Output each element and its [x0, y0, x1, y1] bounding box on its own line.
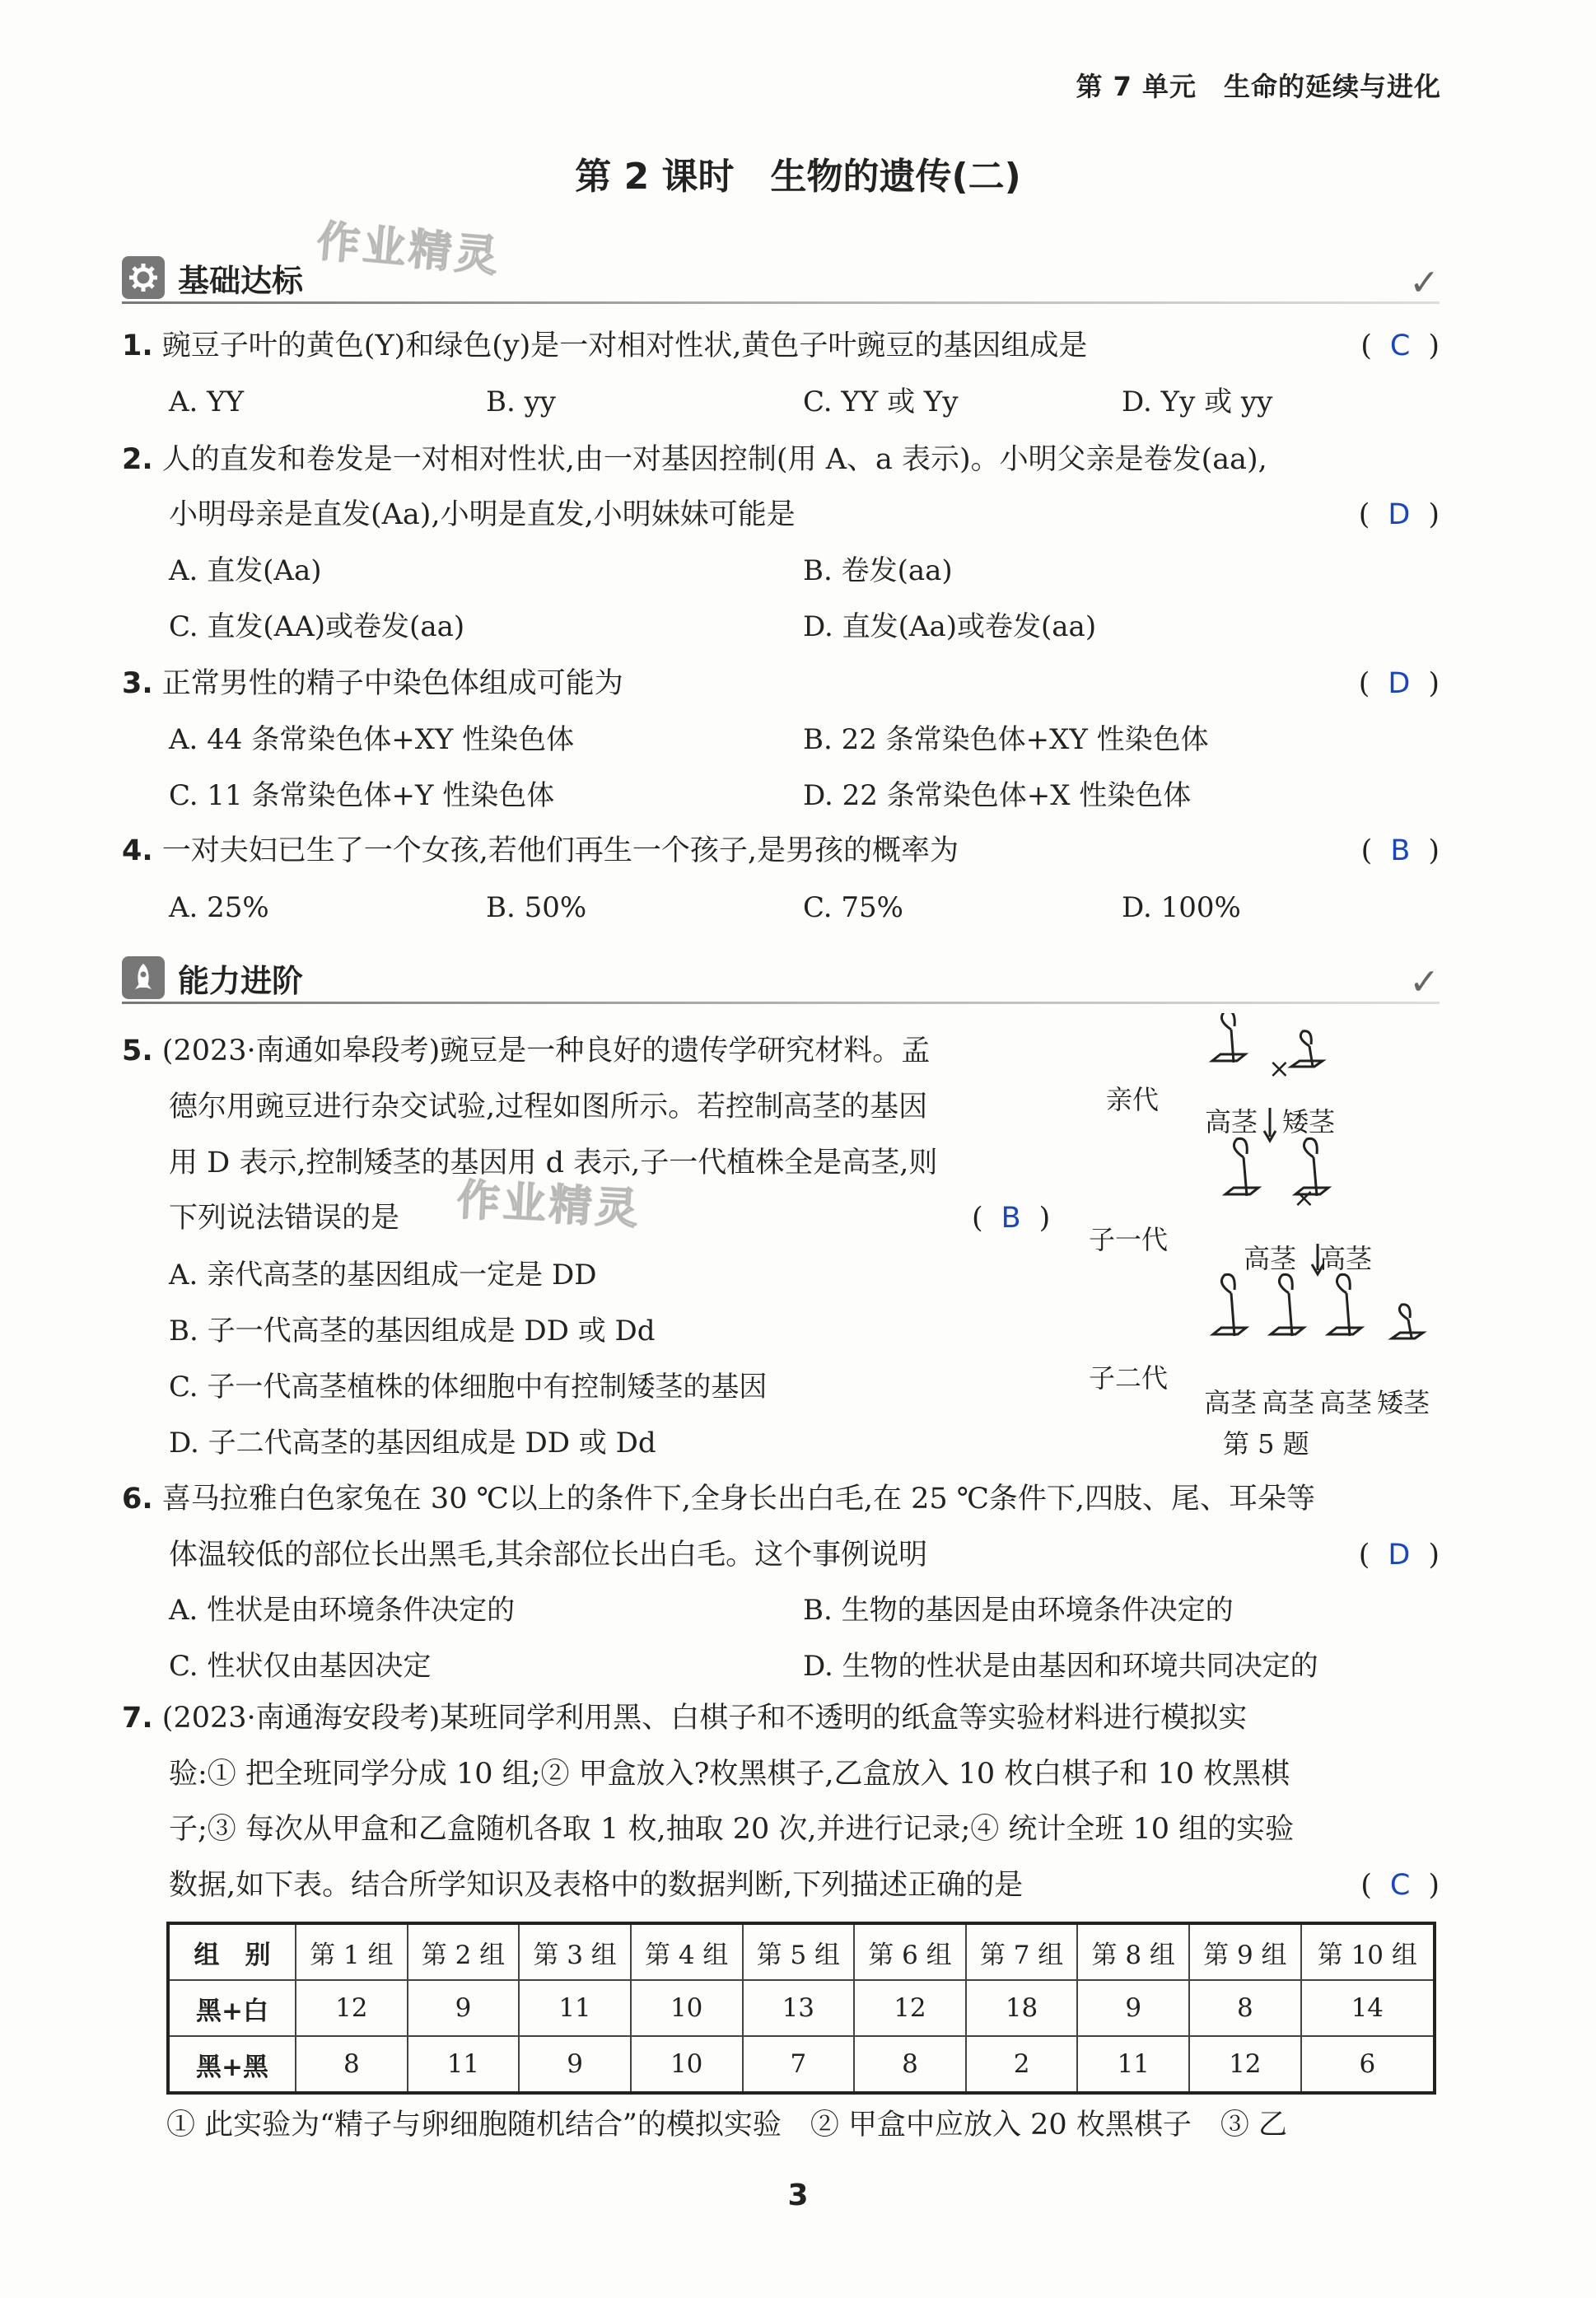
check-icon: ✓	[1409, 961, 1440, 1003]
option: C. 直发(AA)或卷发(aa)	[169, 610, 465, 643]
option: B. 生物的基因是由环境条件决定的	[803, 1594, 1234, 1627]
divider	[122, 301, 1440, 304]
option: A. 亲代高茎的基因组成一定是 DD	[169, 1259, 597, 1291]
table-cell: 9	[408, 1980, 520, 2036]
table-cell: 6	[1301, 2036, 1435, 2093]
rocket-icon	[122, 956, 165, 999]
answer-bracket: ( B )	[972, 1202, 1051, 1235]
table-header-row	[168, 1923, 1435, 1980]
question-6: 6. 喜马拉雅白色家兔在 30 ℃以上的条件下,全身长出白毛,在 25 ℃条件下,四肢、尾、耳朵等	[122, 1483, 1316, 1516]
answer-bracket: ( C )	[1360, 1869, 1440, 1902]
watermark: 作业精灵	[455, 1175, 643, 1235]
option: B. 子一代高茎的基因组成是 DD 或 Dd	[169, 1315, 656, 1348]
table-cell: 13	[743, 1980, 855, 2036]
section-basic	[122, 251, 303, 304]
cross-symbol: ×	[1293, 1182, 1315, 1213]
question-1: 1. 豌豆子叶的黄色(Y)和绿色(y)是一对相对性状,黄色子叶豌豆的基因组成是	[122, 329, 1088, 362]
option: A. 44 条常染色体+XY 性染色体	[169, 723, 575, 756]
answer: C	[1389, 1869, 1411, 1902]
label-f1: 子一代	[1089, 1224, 1169, 1255]
data-table	[166, 1922, 1436, 2095]
table-cell: 8	[1189, 1980, 1301, 2036]
watermark: 作业精灵	[315, 217, 503, 283]
table-cell: 第 6 组	[854, 1923, 966, 1980]
question-line: 德尔用豌豆进行杂交试验,过程如图所示。若控制高茎的基因	[169, 1091, 928, 1123]
label-tall: 高茎	[1244, 1243, 1297, 1274]
table-cell: 10	[631, 1980, 743, 2036]
table-cell: 11	[519, 1980, 631, 2036]
cross-diagram	[1079, 1013, 1458, 1474]
option: B. 卷发(aa)	[803, 554, 953, 587]
answer: C	[1389, 329, 1411, 362]
table-cell: 10	[631, 2036, 743, 2093]
table-cell: 第 10 组	[1301, 1923, 1435, 1980]
question-line: 用 D 表示,控制矮茎的基因用 d 表示,子一代植株全是高茎,则	[169, 1147, 938, 1179]
table-cell: 第 1 组	[296, 1923, 408, 1980]
question-3: 3. 正常男性的精子中染色体组成可能为	[122, 667, 623, 700]
section-title: 基础达标	[178, 262, 304, 299]
question-7: 7. (2023·南通海安段考)某班同学利用黑、白棋子和不透明的纸盒等实验材料进行模拟实	[122, 1702, 1248, 1735]
option: D. Yy 或 yy	[1122, 385, 1273, 418]
table-cell: 组 别	[168, 1923, 296, 1980]
table-cell: 18	[966, 1980, 1078, 2036]
answer-bracket: ( D )	[1358, 667, 1440, 700]
question-5: 5. (2023·南通如皋段考)豌豆是一种良好的遗传学研究材料。孟	[122, 1035, 931, 1067]
label-tall: 高茎	[1319, 1243, 1373, 1274]
divider	[122, 1002, 1440, 1004]
label-parent: 亲代	[1106, 1084, 1160, 1115]
answer: D	[1388, 667, 1411, 700]
table-cell: 第 3 组	[519, 1923, 631, 1980]
section-advanced	[122, 951, 303, 1004]
table-cell: 黑+白	[168, 1980, 296, 2036]
option: A. 直发(Aa)	[169, 554, 322, 587]
table-cell: 11	[408, 2036, 520, 2093]
option: C. 子一代高茎植株的体细胞中有控制矮茎的基因	[169, 1371, 768, 1404]
option: A. 25%	[169, 891, 269, 924]
chapter-header: 第 7 单元 生命的延续与进化	[1076, 71, 1441, 102]
table-row	[168, 2036, 1435, 2093]
table-cell: 第 2 组	[408, 1923, 520, 1980]
question-line: 小明母亲是直发(Aa),小明是直发,小明妹妹可能是	[169, 498, 796, 531]
question-line: 子;③ 每次从甲盒和乙盒随机各取 1 枚,抽取 20 次,并进行记录;④ 统计全班 10 组的实验	[169, 1813, 1295, 1846]
answer: B	[1001, 1202, 1021, 1235]
statements-line: ① 此实验为“精子与卵细胞随机结合”的模拟实验 ② 甲盒中应放入 20 枚黑棋子 ③ 乙	[166, 2109, 1287, 2142]
figure-caption: 第 5 题	[1223, 1428, 1309, 1460]
table-cell: 12	[296, 1980, 408, 2036]
option: D. 直发(Aa)或卷发(aa)	[803, 610, 1097, 643]
table-cell: 第 4 组	[631, 1923, 743, 1980]
table-cell: 黑+黑	[168, 2036, 296, 2093]
table-cell: 7	[743, 2036, 855, 2093]
option: D. 100%	[1122, 891, 1241, 924]
table-cell: 12	[854, 1980, 966, 2036]
answer: D	[1388, 1539, 1411, 1572]
label-short: 矮茎	[1377, 1387, 1430, 1418]
table-cell: 11	[1077, 2036, 1189, 2093]
cross-symbol: ×	[1268, 1053, 1290, 1084]
label-tall: 高茎	[1205, 1106, 1258, 1137]
option: C. 性状仅由基因决定	[169, 1650, 432, 1683]
answer: B	[1390, 834, 1411, 867]
table-cell: 14	[1301, 1980, 1435, 2036]
question-line: 数据,如下表。结合所学知识及表格中的数据判断,下列描述正确的是	[169, 1869, 1024, 1902]
option: A. 性状是由环境条件决定的	[169, 1594, 516, 1627]
label-tall: 高茎	[1319, 1387, 1373, 1418]
question-2: 2. 人的直发和卷发是一对相对性状,由一对基因控制(用 A、a 表示)。小明父亲是卷发(aa),	[122, 443, 1267, 476]
check-icon: ✓	[1409, 262, 1440, 304]
label-tall: 高茎	[1204, 1387, 1258, 1418]
table-cell: 2	[966, 2036, 1078, 2093]
answer-bracket: ( D )	[1358, 498, 1440, 531]
option: C. YY 或 Yy	[803, 385, 959, 418]
table-cell: 第 9 组	[1189, 1923, 1301, 1980]
table-cell: 8	[854, 2036, 966, 2093]
label-tall: 高茎	[1262, 1387, 1315, 1418]
option: B. 50%	[486, 891, 587, 924]
page-number: 3	[787, 2179, 809, 2212]
page-title: 第 2 课时 生物的遗传(二)	[575, 156, 1021, 198]
gear-icon	[122, 256, 165, 299]
answer-bracket: ( B )	[1360, 834, 1440, 867]
option: B. 22 条常染色体+XY 性染色体	[803, 723, 1209, 756]
option: D. 生物的性状是由基因和环境共同决定的	[803, 1650, 1318, 1683]
table-cell: 9	[519, 2036, 631, 2093]
label-short: 矮茎	[1282, 1106, 1336, 1137]
option: C. 11 条常染色体+Y 性染色体	[169, 779, 555, 812]
option: C. 75%	[803, 891, 903, 924]
table-cell: 第 5 组	[743, 1923, 855, 1980]
option: B. yy	[486, 385, 557, 418]
section-title: 能力进阶	[178, 962, 304, 999]
answer-bracket: ( C )	[1360, 329, 1440, 362]
table-cell: 8	[296, 2036, 408, 2093]
option: A. YY	[169, 385, 245, 418]
table-cell: 12	[1189, 2036, 1301, 2093]
table-cell: 第 7 组	[966, 1923, 1078, 1980]
answer-bracket: ( D )	[1358, 1539, 1440, 1572]
question-line: 下列说法错误的是	[169, 1202, 400, 1235]
option: D. 22 条常染色体+X 性染色体	[803, 779, 1192, 812]
table-row	[168, 1980, 1435, 2036]
question-line: 体温较低的部位长出黑毛,其余部位长出白毛。这个事例说明	[169, 1539, 928, 1572]
question-4: 4. 一对夫妇已生了一个女孩,若他们再生一个孩子,是男孩的概率为	[122, 834, 959, 867]
label-f2: 子二代	[1089, 1362, 1169, 1394]
table-cell: 第 8 组	[1077, 1923, 1189, 1980]
option: D. 子二代高茎的基因组成是 DD 或 Dd	[169, 1427, 656, 1460]
table-cell: 9	[1077, 1980, 1189, 2036]
question-line: 验:① 把全班同学分成 10 组;② 甲盒放入?枚黑棋子,乙盒放入 10 枚白棋子和 10 枚黑棋	[169, 1758, 1290, 1791]
answer: D	[1388, 498, 1411, 531]
